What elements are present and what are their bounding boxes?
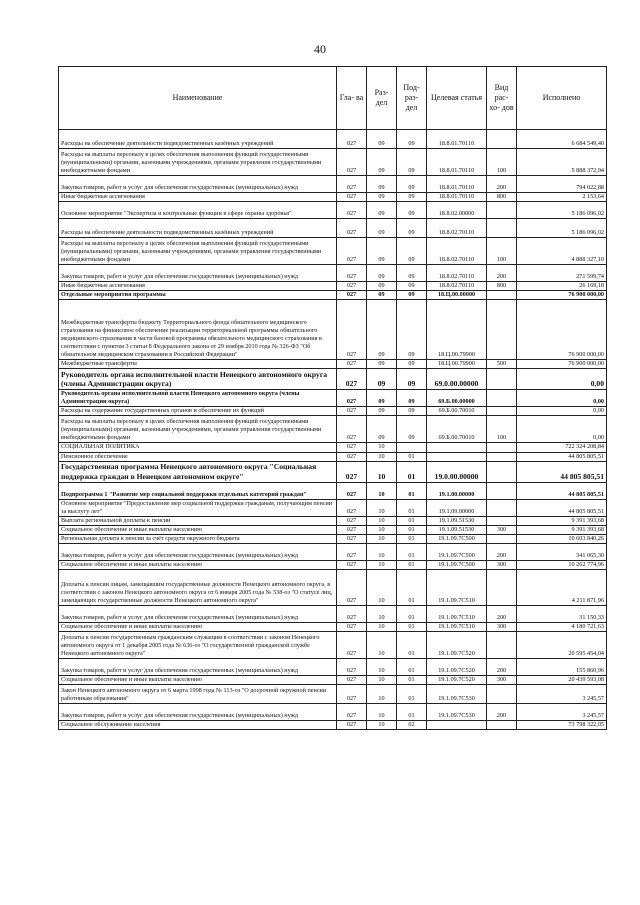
row-ispolneno: 6 684 549,40: [517, 130, 607, 149]
row-razdel: 09: [367, 219, 397, 238]
row-glava: 027: [337, 685, 367, 704]
table-row: [59, 461, 607, 482]
row-name: Расходы на выплаты персоналу в целях обеспечения выполнения функций государственными (муниципальными) органами, казенными учреждениями, органами управления государственными внебюджетными фондами: [59, 416, 337, 443]
row-glava: 027: [337, 659, 367, 676]
row-statya: 69.Б.00.70010: [427, 416, 487, 443]
table-row: [59, 265, 607, 282]
row-name: Социальное обеспечение и иные выплаты населению: [59, 525, 337, 534]
row-name: Руководитель органа исполнительной власти Ненецкого автономного округа (члены Администрации округа): [59, 390, 337, 407]
row-podrazdel: 01: [397, 704, 427, 721]
row-vid: 200: [487, 605, 517, 622]
row-podrazdel: [397, 443, 427, 452]
row-vid: 100: [487, 149, 517, 176]
row-ispolneno: 5 888 372,94: [517, 149, 607, 176]
row-razdel: 09: [367, 202, 397, 219]
row-statya: 19.1.00.00000: [427, 482, 487, 499]
row-name: Основное мероприятие "Экспертиза и контрольные функции в сфере охраны здоровья": [59, 202, 337, 219]
row-name: Выплата региональной доплаты к пенсии: [59, 516, 337, 525]
row-vid: [487, 130, 517, 149]
row-vid: [487, 300, 517, 360]
row-vid: 300: [487, 525, 517, 534]
row-vid: 300: [487, 622, 517, 631]
row-name: Межбюджетные трансферты бюджету Территориального фонда обязательного медицинского страхования на финансовое обеспечение реализации территориальной программы обязательного медицинского страхования в части базовой программы обязательного медицинского страхования в соответствии с пунктом 3 статьи 8 Федерального закона от 29 ноября 2010 года № 326-ФЗ "Об обязательном медицинском страховании в Российской Федерации": [59, 300, 337, 360]
row-statya: 19.1.09.7С530: [427, 704, 487, 721]
row-ispolneno: 0,00: [517, 407, 607, 416]
row-name: СОЦИАЛЬНАЯ ПОЛИТИКА: [59, 443, 337, 452]
row-statya: 18.8.01.70110: [427, 176, 487, 193]
row-ispolneno: 0,00: [517, 369, 607, 390]
row-statya: 19.1.09.7С520: [427, 632, 487, 659]
row-podrazdel: 09: [397, 291, 427, 300]
row-podrazdel: 09: [397, 416, 427, 443]
row-ispolneno: 5 186 096,02: [517, 202, 607, 219]
row-podrazdel: 09: [397, 219, 427, 238]
row-name: Социальное обеспечение и иные выплаты населению: [59, 560, 337, 569]
row-razdel: 10: [367, 525, 397, 534]
row-podrazdel: 09: [397, 149, 427, 176]
table-row: [59, 360, 607, 369]
row-razdel: 09: [367, 265, 397, 282]
row-razdel: 09: [367, 360, 397, 369]
row-statya: 18.8.01.70110: [427, 149, 487, 176]
row-podrazdel: 01: [397, 632, 427, 659]
row-ispolneno: 0,00: [517, 416, 607, 443]
row-vid: 800: [487, 282, 517, 291]
row-podrazdel: 01: [397, 676, 427, 685]
row-podrazdel: 09: [397, 193, 427, 202]
row-razdel: 10: [367, 443, 397, 452]
table-row: [59, 704, 607, 721]
row-name: Региональная доплата к пенсии за счёт средств окружного бюджета: [59, 534, 337, 543]
row-statya: 18.8.01.70110: [427, 193, 487, 202]
row-razdel: 09: [367, 416, 397, 443]
table-row: [59, 443, 607, 452]
row-statya: 69.Б.00.00000: [427, 390, 487, 407]
row-vid: 200: [487, 704, 517, 721]
row-glava: 027: [337, 452, 367, 461]
row-ispolneno: 10 603 840,26: [517, 534, 607, 543]
table-row: [59, 525, 607, 534]
row-statya: 19.1.09.51530: [427, 525, 487, 534]
row-statya: 19.1.09.7С530: [427, 685, 487, 704]
row-glava: 027: [337, 149, 367, 176]
row-razdel: 10: [367, 685, 397, 704]
row-vid: [487, 516, 517, 525]
row-statya: 19.1.09.7С510: [427, 569, 487, 605]
row-name: Расходы на выплаты персоналу в целях обеспечения выполнения функций государственными (муниципальными) органами, казенными учреждениями, органами управления государственными внебюджетными фондами: [59, 238, 337, 265]
row-statya: 19.1.09.00000: [427, 499, 487, 516]
row-glava: 027: [337, 130, 367, 149]
table-row: [59, 482, 607, 499]
row-glava: 027: [337, 525, 367, 534]
row-statya: [427, 721, 487, 730]
row-statya: 19.1.09.7С510: [427, 622, 487, 631]
row-statya: 19.1.09.7С510: [427, 605, 487, 622]
row-glava: 027: [337, 543, 367, 560]
row-razdel: 10: [367, 543, 397, 560]
row-razdel: 09: [367, 282, 397, 291]
row-vid: [487, 534, 517, 543]
row-podrazdel: 09: [397, 202, 427, 219]
header-ispolneno: Исполнено: [517, 67, 607, 130]
row-vid: [487, 369, 517, 390]
row-podrazdel: 01: [397, 516, 427, 525]
row-ispolneno: 4 888 327,10: [517, 238, 607, 265]
row-name: Социальное обслуживание населения: [59, 721, 337, 730]
row-glava: 027: [337, 622, 367, 631]
row-glava: 027: [337, 193, 367, 202]
row-name: Закупка товаров, работ и услуг для обеспечения государственных (муниципальных) нужд: [59, 659, 337, 676]
row-name: Подпрограмма 1 "Развитие мер социальной поддержки отдельных категорий граждан": [59, 482, 337, 499]
row-glava: 027: [337, 704, 367, 721]
row-ispolneno: 76 900 000,00: [517, 360, 607, 369]
row-vid: 100: [487, 238, 517, 265]
row-podrazdel: 01: [397, 569, 427, 605]
row-podrazdel: 09: [397, 238, 427, 265]
row-glava: 027: [337, 461, 367, 482]
row-podrazdel: 01: [397, 543, 427, 560]
row-podrazdel: 09: [397, 282, 427, 291]
row-statya: 69.Б.00.70010: [427, 407, 487, 416]
table-row: [59, 452, 607, 461]
row-statya: 19.0.00.00000: [427, 461, 487, 482]
row-name: Социальное обеспечение и иные выплаты населению: [59, 622, 337, 631]
row-ispolneno: 5 186 096,02: [517, 219, 607, 238]
row-ispolneno: 44 805 805,51: [517, 461, 607, 482]
row-razdel: 10: [367, 452, 397, 461]
row-statya: 18.8.02.70110: [427, 238, 487, 265]
row-ispolneno: 44 805 805,51: [517, 482, 607, 499]
row-razdel: 09: [367, 407, 397, 416]
row-ispolneno: 9 391 393,68: [517, 525, 607, 534]
row-vid: [487, 499, 517, 516]
row-ispolneno: 10 262 774,96: [517, 560, 607, 569]
row-razdel: 09: [367, 149, 397, 176]
row-name: Руководитель органа исполнительной власти Ненецкого автономного округа (члены Администрации округа): [59, 369, 337, 390]
row-vid: 300: [487, 676, 517, 685]
row-vid: 200: [487, 176, 517, 193]
row-glava: 027: [337, 499, 367, 516]
row-razdel: 10: [367, 659, 397, 676]
row-vid: [487, 685, 517, 704]
table-row: [59, 416, 607, 443]
budget-table: [58, 66, 607, 730]
row-name: Основное мероприятие "Предоставление мер социальной поддержки гражданам, получающим пенсии за выслугу лет": [59, 499, 337, 516]
page-number: 40: [314, 42, 326, 56]
row-podrazdel: 01: [397, 659, 427, 676]
table-row: [59, 407, 607, 416]
table-row: [59, 130, 607, 149]
row-podrazdel: 09: [397, 130, 427, 149]
table-row: [59, 238, 607, 265]
row-ispolneno: 794 022,88: [517, 176, 607, 193]
row-vid: 200: [487, 543, 517, 560]
row-razdel: 10: [367, 516, 397, 525]
row-statya: 18.Ц.00.79900: [427, 300, 487, 360]
row-podrazdel: 01: [397, 685, 427, 704]
row-podrazdel: 01: [397, 622, 427, 631]
table-row: [59, 219, 607, 238]
row-name: Доплаты к пенсии государственным гражданским служащим в соответствии с законом Ненецкого автономного округа от 1 декабря 2005 года № 636-оз "О государственной гражданской службе Ненецкого автономного округа": [59, 632, 337, 659]
row-glava: 027: [337, 560, 367, 569]
row-statya: 18.Ц.00.00000: [427, 291, 487, 300]
row-ispolneno: 76 900 000,00: [517, 300, 607, 360]
row-vid: [487, 569, 517, 605]
table-row: [59, 534, 607, 543]
table-row: [59, 149, 607, 176]
row-statya: 18.8.02.70110: [427, 265, 487, 282]
row-name: Расходы на выплаты персоналу в целях обеспечения выполнения функций государственными (муниципальными) органами, казенными учреждениями, органами управления государственными внебюджетными фондами: [59, 149, 337, 176]
row-glava: 027: [337, 676, 367, 685]
table-row: [59, 176, 607, 193]
row-podrazdel: 01: [397, 482, 427, 499]
row-name: Закон Ненецкого автономного округа от 6 марта 1998 года № 113-оз "О досрочной окружной пенсии работникам образования": [59, 685, 337, 704]
row-podrazdel: 02: [397, 721, 427, 730]
row-glava: 027: [337, 360, 367, 369]
row-glava: 027: [337, 569, 367, 605]
row-statya: 18.8.01.70110: [427, 130, 487, 149]
row-vid: [487, 632, 517, 659]
row-statya: 69.0.00.00000: [427, 369, 487, 390]
table-row: [59, 369, 607, 390]
row-vid: [487, 482, 517, 499]
row-glava: 027: [337, 516, 367, 525]
table-row: [59, 622, 607, 631]
row-razdel: 10: [367, 721, 397, 730]
row-razdel: 09: [367, 390, 397, 407]
row-razdel: 10: [367, 569, 397, 605]
row-name: Расходы на обеспечение деятельности подведомственных казённых учреждений: [59, 219, 337, 238]
row-ispolneno: 73 798 322,05: [517, 721, 607, 730]
row-razdel: 10: [367, 704, 397, 721]
row-statya: 19.1.09.7С500: [427, 560, 487, 569]
row-podrazdel: 01: [397, 461, 427, 482]
row-podrazdel: 09: [397, 360, 427, 369]
row-glava: 027: [337, 282, 367, 291]
header-statya: Целевая статья: [427, 67, 487, 130]
row-name: Расходы на содержание государственных органов и обеспечение их функций: [59, 407, 337, 416]
table-row: [59, 605, 607, 622]
row-ispolneno: 0,00: [517, 390, 607, 407]
table-row: [59, 685, 607, 704]
row-glava: 027: [337, 721, 367, 730]
row-glava: 027: [337, 416, 367, 443]
row-podrazdel: 01: [397, 605, 427, 622]
row-statya: 19.1.09.7С500: [427, 543, 487, 560]
row-vid: [487, 721, 517, 730]
row-name: Закупка товаров, работ и услуг для обеспечения государственных (муниципальных) нужд: [59, 176, 337, 193]
row-glava: 027: [337, 265, 367, 282]
row-glava: 027: [337, 291, 367, 300]
row-name: Иные бюджетные ассигнования: [59, 193, 337, 202]
row-glava: 027: [337, 482, 367, 499]
table-row: [59, 543, 607, 560]
row-vid: [487, 219, 517, 238]
table-header-row: [59, 67, 607, 130]
row-glava: 027: [337, 219, 367, 238]
row-vid: 100: [487, 416, 517, 443]
row-glava: 027: [337, 632, 367, 659]
row-razdel: 10: [367, 461, 397, 482]
row-razdel: 10: [367, 534, 397, 543]
row-razdel: 10: [367, 482, 397, 499]
row-podrazdel: 09: [397, 176, 427, 193]
row-vid: [487, 461, 517, 482]
row-razdel: 10: [367, 622, 397, 631]
row-name: Иные бюджетные ассигнования: [59, 282, 337, 291]
row-statya: 19.1.09.7С500: [427, 534, 487, 543]
row-vid: 500: [487, 360, 517, 369]
row-razdel: 09: [367, 193, 397, 202]
table-row: [59, 721, 607, 730]
header-razdel: Раз- дел: [367, 67, 397, 130]
row-name: Доплаты к пенсии лицам, замещавшим государственные должности Ненецкого автономного округа, в соответствии с законом Ненецкого автономного округа от 6 января 2005 года № 538-оз "О статусе лиц, замещающих государственные должности Ненецкого автономного округа": [59, 569, 337, 605]
row-vid: 200: [487, 265, 517, 282]
row-ispolneno: 3 245,57: [517, 704, 607, 721]
row-vid: [487, 291, 517, 300]
row-name: Закупка товаров, работ и услуг для обеспечения государственных (муниципальных) нужд: [59, 605, 337, 622]
table-row: [59, 569, 607, 605]
row-razdel: 10: [367, 605, 397, 622]
row-glava: 027: [337, 202, 367, 219]
row-vid: [487, 202, 517, 219]
row-razdel: 09: [367, 291, 397, 300]
row-ispolneno: 2 153,64: [517, 193, 607, 202]
header-glava: Гла- ва: [337, 67, 367, 130]
table-row: [59, 202, 607, 219]
row-razdel: 09: [367, 238, 397, 265]
row-podrazdel: 01: [397, 452, 427, 461]
row-statya: 19.1.09.51530: [427, 516, 487, 525]
row-statya: [427, 443, 487, 452]
row-vid: [487, 443, 517, 452]
row-podrazdel: 01: [397, 560, 427, 569]
row-statya: [427, 452, 487, 461]
row-glava: 027: [337, 407, 367, 416]
table-row: [59, 560, 607, 569]
row-razdel: 09: [367, 369, 397, 390]
row-ispolneno: 20 439 593,08: [517, 676, 607, 685]
table-row: [59, 632, 607, 659]
table-row: [59, 193, 607, 202]
row-podrazdel: 09: [397, 407, 427, 416]
row-name: Социальное обеспечение и иные выплаты населению: [59, 676, 337, 685]
row-name: Закупка товаров, работ и услуг для обеспечения государственных (муниципальных) нужд: [59, 543, 337, 560]
row-podrazdel: 01: [397, 525, 427, 534]
row-statya: 19.1.09.7С520: [427, 676, 487, 685]
header-podrazdel: Под- раз- дел: [397, 67, 427, 130]
header-vid: Вид рас- хо- дов: [487, 67, 517, 130]
row-name: Отдельные мероприятия программы: [59, 291, 337, 300]
row-podrazdel: 09: [397, 300, 427, 360]
row-ispolneno: 26 169,18: [517, 282, 607, 291]
row-glava: 027: [337, 443, 367, 452]
row-ispolneno: 9 391 393,68: [517, 516, 607, 525]
row-vid: 800: [487, 193, 517, 202]
row-vid: [487, 407, 517, 416]
row-podrazdel: 09: [397, 265, 427, 282]
row-ispolneno: 31 150,33: [517, 605, 607, 622]
table-row: [59, 499, 607, 516]
row-razdel: 10: [367, 632, 397, 659]
row-name: Государственная программа Ненецкого автономного округа "Социальная поддержка граждан в Ненецком автономном округе": [59, 461, 337, 482]
row-razdel: 10: [367, 676, 397, 685]
table-row: [59, 291, 607, 300]
row-ispolneno: 44 805 805,51: [517, 499, 607, 516]
row-ispolneno: 155 860,96: [517, 659, 607, 676]
row-podrazdel: 01: [397, 534, 427, 543]
row-name: Закупка товаров, работ и услуг для обеспечения государственных (муниципальных) нужд: [59, 704, 337, 721]
row-glava: 027: [337, 390, 367, 407]
row-glava: 027: [337, 369, 367, 390]
row-name: Закупка товаров, работ и услуг для обеспечения государственных (муниципальных) нужд: [59, 265, 337, 282]
row-statya: 18.8.02.00000: [427, 202, 487, 219]
row-ispolneno: 44 805 805,51: [517, 452, 607, 461]
row-podrazdel: 01: [397, 499, 427, 516]
row-glava: 027: [337, 238, 367, 265]
row-razdel: 10: [367, 499, 397, 516]
row-razdel: 10: [367, 560, 397, 569]
row-statya: 18.8.02.70110: [427, 282, 487, 291]
row-glava: 027: [337, 300, 367, 360]
row-glava: 027: [337, 534, 367, 543]
row-ispolneno: 20 595 454,04: [517, 632, 607, 659]
table-row: [59, 282, 607, 291]
row-podrazdel: 09: [397, 369, 427, 390]
row-name: Межбюджетные трансферты: [59, 360, 337, 369]
row-razdel: 09: [367, 300, 397, 360]
table-row: [59, 390, 607, 407]
row-vid: 200: [487, 659, 517, 676]
row-name: Пенсионное обеспечение: [59, 452, 337, 461]
row-razdel: 09: [367, 176, 397, 193]
row-ispolneno: 271 599,74: [517, 265, 607, 282]
row-ispolneno: 4 211 871,96: [517, 569, 607, 605]
row-glava: 027: [337, 605, 367, 622]
row-vid: [487, 452, 517, 461]
table-row: [59, 516, 607, 525]
table-row: [59, 659, 607, 676]
row-ispolneno: 722 324 208,84: [517, 443, 607, 452]
table-row: [59, 676, 607, 685]
table-row: [59, 300, 607, 360]
row-podrazdel: 09: [397, 390, 427, 407]
row-ispolneno: 4 180 721,63: [517, 622, 607, 631]
row-vid: [487, 390, 517, 407]
row-ispolneno: 3 245,57: [517, 685, 607, 704]
header-name: Наименование: [59, 67, 337, 130]
row-ispolneno: 341 065,30: [517, 543, 607, 560]
row-glava: 027: [337, 176, 367, 193]
row-statya: 18.Ц.00.79900: [427, 360, 487, 369]
row-name: Расходы на обеспечение деятельности подведомственных казённых учреждений: [59, 130, 337, 149]
row-ispolneno: 76 900 000,00: [517, 291, 607, 300]
row-statya: 19.1.09.7С520: [427, 659, 487, 676]
row-razdel: 09: [367, 130, 397, 149]
row-vid: 300: [487, 560, 517, 569]
row-statya: 18.8.02.70110: [427, 219, 487, 238]
